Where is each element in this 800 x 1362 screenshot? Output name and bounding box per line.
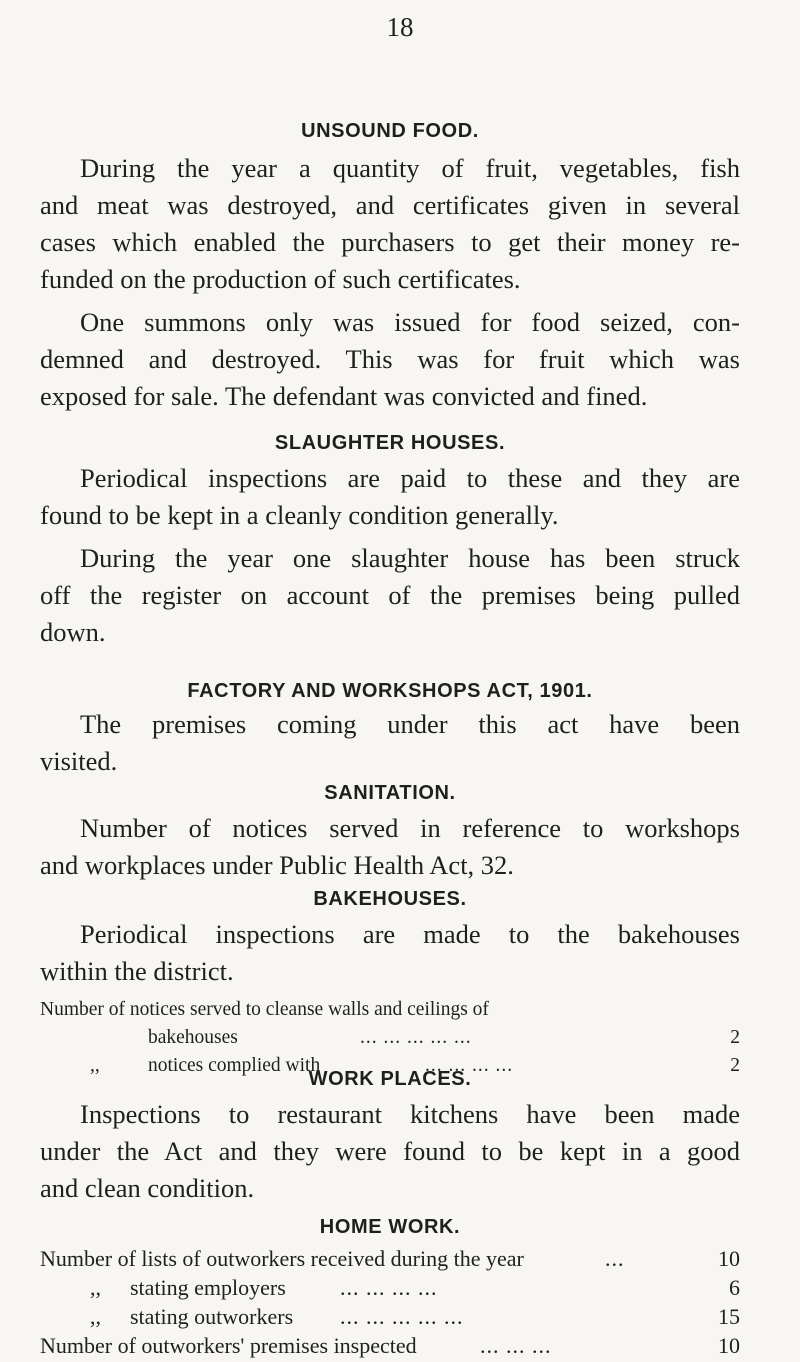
text-line: under the Act and they were found to be kept in a good (40, 1136, 740, 1166)
text-line: within the district. (40, 956, 234, 986)
leader-dots: ... (605, 1246, 625, 1271)
section-heading: HOME WORK. (319, 1216, 461, 1238)
section-work-places (40, 1064, 740, 1207)
stat-label: Number of outworkers' premises inspected (40, 1333, 417, 1358)
stat-label: Number of lists of outworkers received during the year (40, 1246, 524, 1271)
stat-label: Number of notices served to cleanse walls and ceilings of (40, 999, 489, 1020)
section-unsound-food (40, 116, 740, 415)
text-line: and clean condition. (40, 1173, 255, 1203)
home-work-stats (40, 1246, 740, 1362)
paragraph (40, 810, 740, 884)
text-line: The premises coming under this act have been (80, 709, 740, 739)
leader-dots: ... ... ... ... ... (340, 1304, 464, 1329)
section-bakehouses (40, 884, 740, 1080)
text-line: During the year a quantity of fruit, vegetables, fish (80, 153, 740, 183)
text-line: visited. (40, 746, 118, 776)
paragraph (40, 706, 740, 780)
paragraph (40, 150, 740, 298)
text-line: off the register on account of the premises being pulled (40, 580, 740, 610)
section-factory-act (40, 676, 740, 780)
stat-row (40, 1304, 740, 1333)
text-line: Number of notices served in reference to workshops (80, 813, 740, 843)
stat-row (40, 996, 740, 1024)
stat-value: 6 (729, 1275, 740, 1300)
text-line: funded on the production of such certificates. (40, 264, 521, 294)
section-heading: UNSOUND FOOD. (301, 120, 479, 142)
paragraph (40, 1096, 740, 1207)
text-line: Periodical inspections are made to the bakehouses (80, 919, 740, 949)
leader-dots: ... ... ... (480, 1333, 552, 1358)
text-line: Inspections to restaurant kitchens have been made (80, 1099, 740, 1129)
section-heading: SLAUGHTER HOUSES. (274, 432, 506, 454)
text-line: and workplaces under Public Health Act, 32. (40, 850, 514, 880)
stat-value: 2 (730, 1027, 740, 1048)
leader-dots: ... ... ... ... ... (360, 1027, 472, 1048)
section-heading: FACTORY AND WORKSHOPS ACT, 1901. (187, 680, 593, 702)
section-heading: SANITATION. (324, 782, 456, 804)
section-heading: BAKEHOUSES. (313, 888, 467, 910)
stat-value: 10 (718, 1333, 740, 1358)
stat-row (40, 1024, 740, 1052)
text-line: down. (40, 617, 106, 647)
text-line: exposed for sale. The defendant was convicted and fined. (40, 381, 648, 411)
paragraph (40, 540, 740, 651)
stat-value: 2 (730, 1055, 740, 1076)
page-number: 18 (386, 12, 414, 42)
paragraph (40, 460, 740, 534)
stat-value: 15 (718, 1304, 740, 1329)
ditto-mark: ,, (90, 1275, 101, 1300)
text-line: One summons only was issued for food seized, con- (80, 307, 740, 337)
section-home-work (40, 1212, 740, 1362)
paragraph (40, 916, 740, 990)
stat-row (40, 1275, 740, 1304)
text-line: found to be kept in a cleanly condition generally. (40, 500, 559, 530)
paragraph (40, 304, 740, 415)
stat-label: stating employers (130, 1275, 286, 1300)
stat-label: stating outworkers (130, 1304, 294, 1329)
leader-dots: ... ... ... ... (425, 1055, 514, 1076)
stat-label: notices complied with (148, 1055, 321, 1076)
stat-row (40, 1246, 740, 1275)
section-sanitation (40, 778, 740, 884)
stat-row (40, 1333, 740, 1362)
ditto-mark: ,, (90, 1055, 100, 1076)
text-line: demned and destroyed. This was for fruit which was (40, 344, 740, 374)
leader-dots: ... ... ... ... (340, 1275, 438, 1300)
stat-label: bakehouses (148, 1027, 238, 1048)
text-line: cases which enabled the purchasers to get their money re- (40, 227, 740, 257)
text-line: and meat was destroyed, and certificates given in several (40, 190, 740, 220)
stat-value: 10 (718, 1246, 740, 1271)
section-heading: WORK PLACES. (308, 1068, 472, 1090)
text-line: Periodical inspections are paid to these and they are (80, 463, 740, 493)
ditto-mark: ,, (90, 1304, 101, 1329)
text-line: During the year one slaughter house has been struck (80, 543, 740, 573)
section-slaughter-houses (40, 428, 740, 651)
